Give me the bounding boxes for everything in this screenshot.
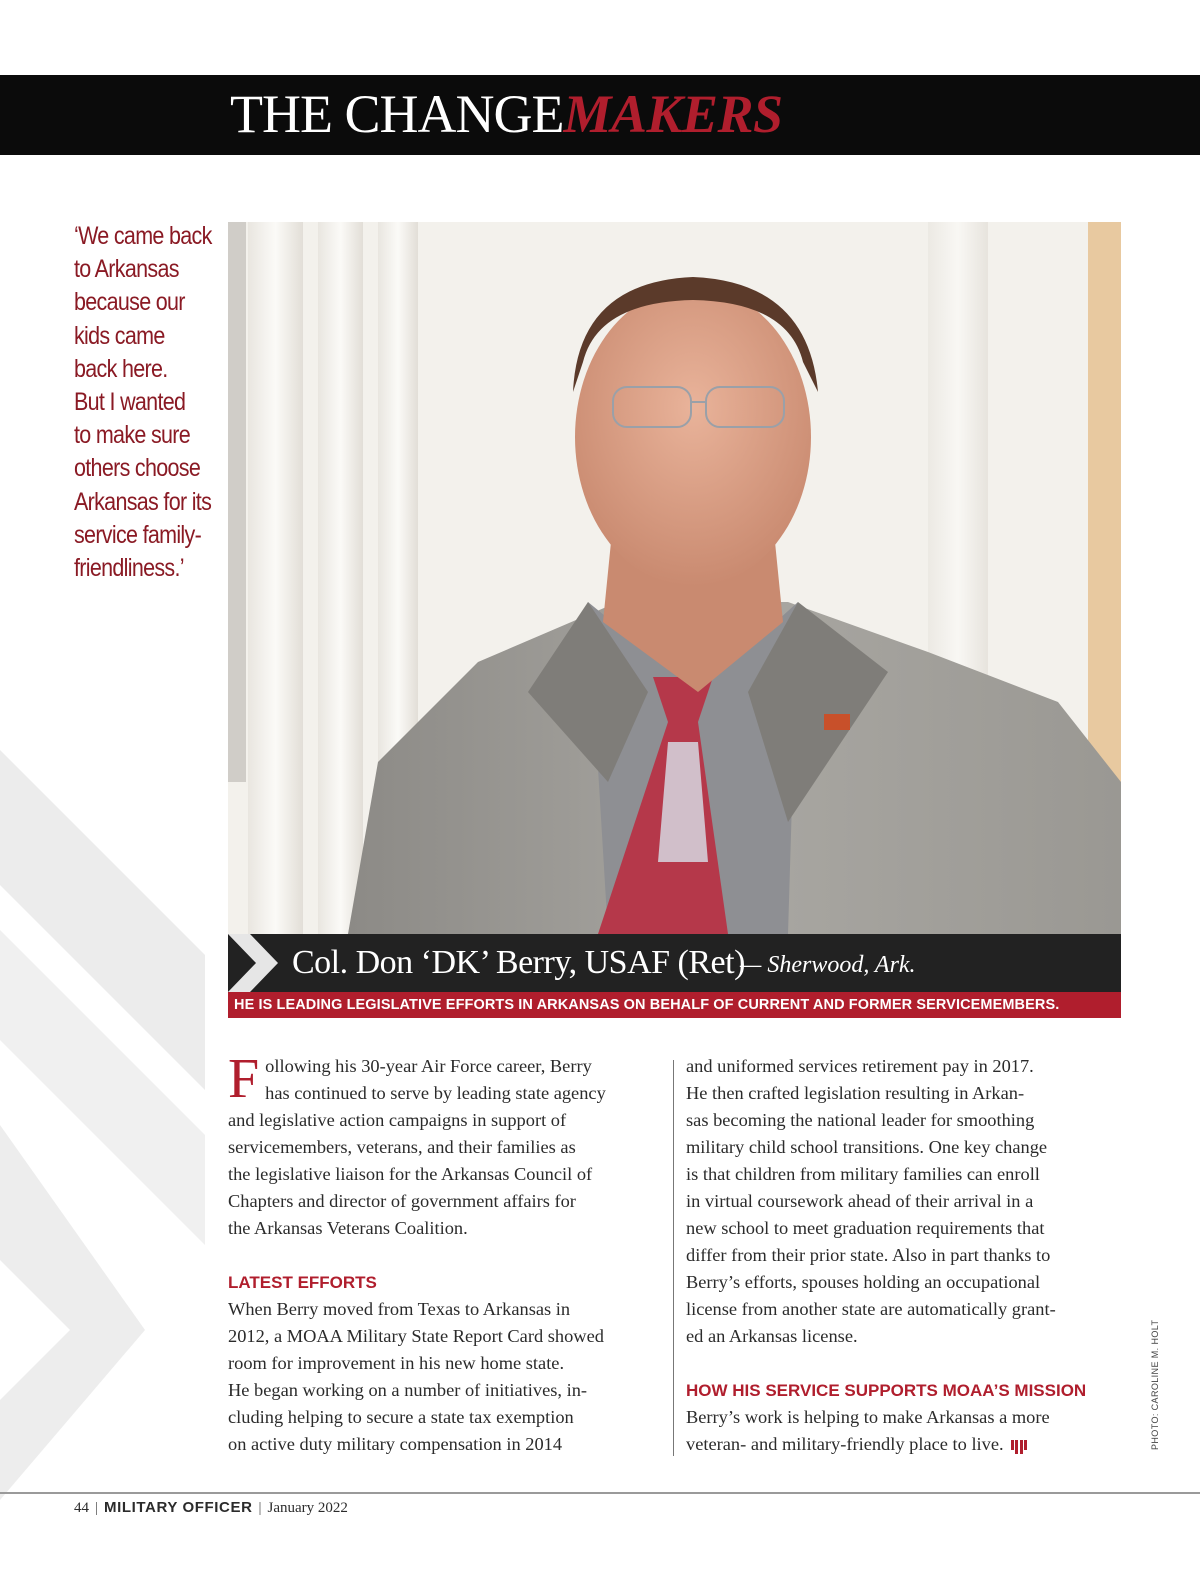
pull-quote-line: Arkansas for its: [74, 487, 212, 516]
article-line: is that children from military families can enroll: [686, 1164, 1040, 1184]
article-line: the Arkansas Veterans Coalition.: [228, 1218, 468, 1238]
decorative-chevrons: [0, 740, 205, 1500]
article-line: the legislative liaison for the Arkansas Council of: [228, 1164, 593, 1184]
article-column-right: [686, 1053, 1122, 1458]
article-section-latest-efforts: [228, 1296, 660, 1458]
article-line: differ from their prior state. Also in part thanks to: [686, 1245, 1051, 1265]
subcaption: HE IS LEADING LEGISLATIVE EFFORTS IN ARKANSAS ON BEHALF OF CURRENT AND FORMER SERVICEMEMBERS.: [228, 992, 1121, 1018]
article-line: and uniformed services retirement pay in 2017.: [686, 1056, 1034, 1076]
article-intro: [228, 1048, 660, 1242]
article-line: Berry’s efforts, spouses holding an occupational: [686, 1272, 1041, 1292]
caption-location: — Sherwood, Ark.: [740, 952, 916, 978]
article-column-left: [228, 1048, 660, 1458]
section-title-accent: MAKERS: [563, 84, 783, 144]
pull-quote-line: But I wanted: [74, 388, 186, 417]
portrait-illustration: [228, 222, 1121, 934]
article-line: license from another state are automatically grant-: [686, 1299, 1056, 1319]
article-continuation: [686, 1053, 1122, 1350]
article-line: in virtual coursework ahead of their arrival in a: [686, 1191, 1034, 1211]
chevron-icon: [228, 934, 288, 992]
article-line: 2012, a MOAA Military State Report Card showed: [228, 1326, 604, 1346]
end-mark-icon: [1010, 1438, 1028, 1454]
caption-band: [228, 934, 1121, 992]
article-line: Berry’s work is helping to make Arkansas a more: [686, 1407, 1050, 1427]
article-line: Chapters and director of government affairs for: [228, 1191, 576, 1211]
footer: 44 | MILITARY OFFICER | January 2022: [74, 1499, 348, 1516]
article-section-moaa-mission: [686, 1404, 1122, 1458]
pull-quote-line: to make sure: [74, 421, 191, 450]
issue-date: January 2022: [267, 1500, 348, 1516]
article-line: and legislative action campaigns in support of: [228, 1110, 567, 1130]
article-line: sas becoming the national leader for smoothing: [686, 1110, 1035, 1130]
pull-quote: [74, 220, 220, 585]
article-line: has continued to serve by leading state agency: [265, 1083, 606, 1103]
article-line: military child school transitions. One key change: [686, 1137, 1048, 1157]
article-line: room for improvement in his new home state.: [228, 1353, 565, 1373]
article-line: ed an Arkansas license.: [686, 1326, 858, 1346]
article-line: on active duty military compensation in 2014: [228, 1434, 563, 1454]
article-line: cluding helping to secure a state tax exemption: [228, 1407, 574, 1427]
caption-name: Col. Don ‘DK’ Berry, USAF (Ret): [292, 944, 745, 981]
pull-quote-line: back here.: [74, 354, 168, 383]
drop-cap: F: [228, 1048, 260, 1110]
article-line: new school to meet graduation requirements that: [686, 1218, 1045, 1238]
article-line: ollowing his 30-year Air Force career, Berry: [265, 1056, 592, 1076]
page-number: 44: [74, 1500, 89, 1516]
pull-quote-line: others choose: [74, 454, 201, 483]
section-heading-moaa-mission: HOW HIS SERVICE SUPPORTS MOAA’S MISSION: [686, 1381, 1087, 1400]
section-title-main: THE CHANGE: [230, 84, 564, 144]
article-line: veteran- and military-friendly place to live.: [686, 1431, 1122, 1458]
photo-credit: PHOTO: CAROLINE M. HOLT: [1150, 1319, 1160, 1450]
section-title: [230, 84, 783, 144]
pull-quote-line: because our: [74, 288, 185, 317]
column-divider: [673, 1060, 674, 1456]
pull-quote-line: service family-: [74, 520, 202, 549]
magazine-name: MILITARY OFFICER: [104, 1499, 253, 1516]
footer-rule: [0, 1492, 1200, 1494]
article-line: When Berry moved from Texas to Arkansas in: [228, 1299, 571, 1319]
article-line: servicemembers, veterans, and their families as: [228, 1137, 576, 1157]
section-heading-latest-efforts: LATEST EFFORTS: [228, 1273, 377, 1292]
article-line: He began working on a number of initiatives, in-: [228, 1380, 588, 1400]
article-line: He then crafted legislation resulting in Arkan-: [686, 1083, 1025, 1103]
pull-quote-line: kids came: [74, 321, 165, 350]
pull-quote-line: friendliness.’: [74, 554, 184, 583]
pull-quote-line: to Arkansas: [74, 255, 179, 284]
portrait-photo: [228, 222, 1121, 934]
pull-quote-line: ‘We came back: [74, 222, 212, 250]
